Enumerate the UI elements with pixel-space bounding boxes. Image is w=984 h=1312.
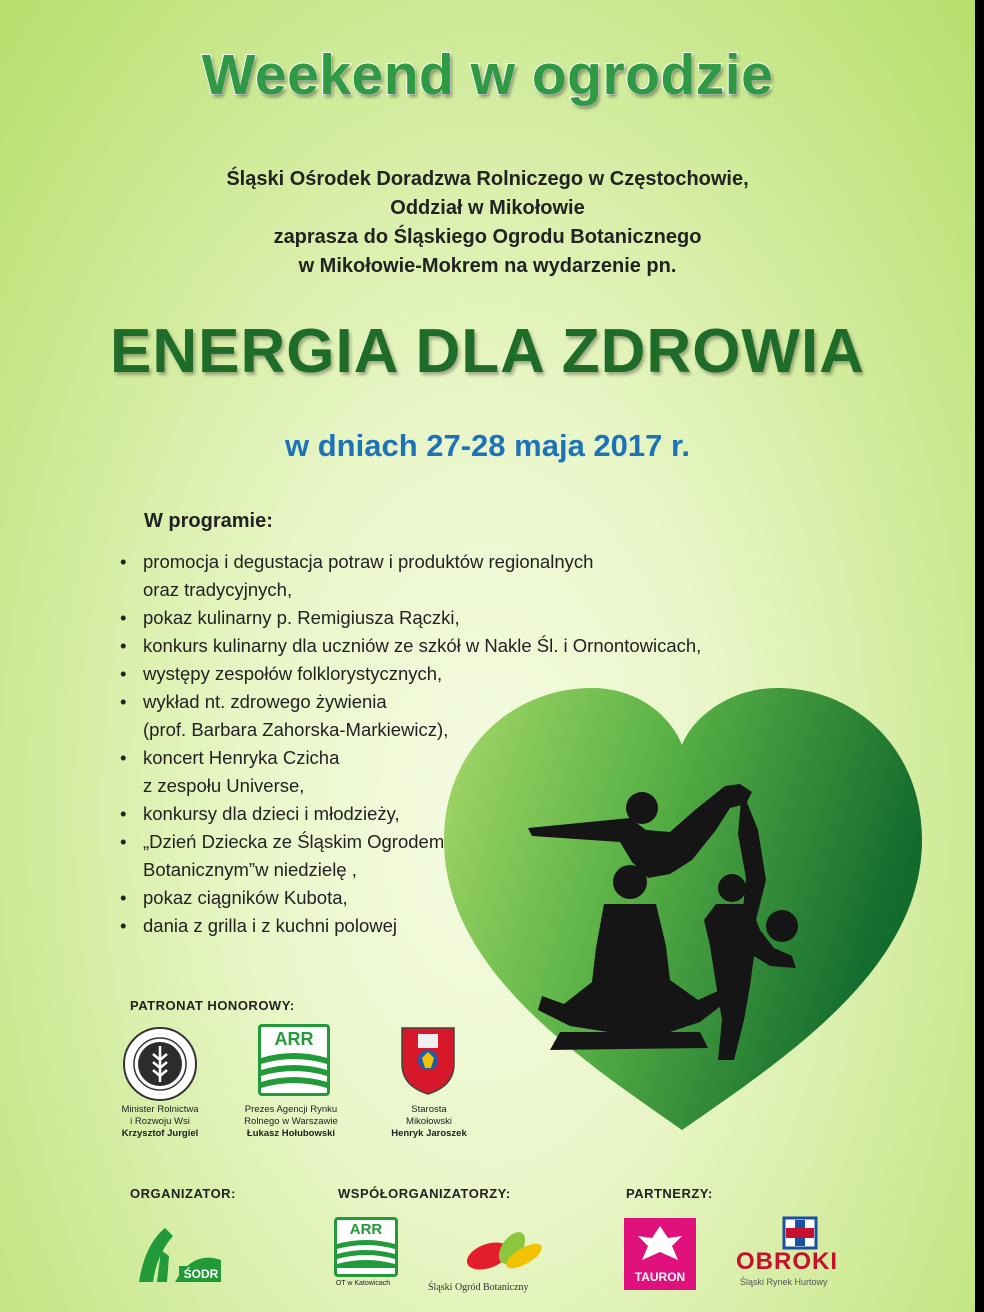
- organizer-label: ORGANIZATOR:: [130, 1186, 236, 1201]
- intro-block: [0, 165, 975, 281]
- ogrod-leaves-logo: [460, 1222, 546, 1283]
- ogrod-text: Śląski Ogród Botaniczny: [428, 1282, 529, 1293]
- event-dates: w dniach 27-28 maja 2017 r.: [285, 428, 690, 463]
- obroki-text: OBROKI: [736, 1248, 838, 1275]
- intro-line: Śląski Ośrodek Doradzwa Rolniczego w Częstochowie,: [226, 168, 749, 190]
- program-item: • występy zespołów folklorystycznych,: [118, 660, 838, 688]
- ministry-seal-icon: [120, 1024, 200, 1109]
- program-item: • wykład nt. zdrowego żywienia (prof. Barbara Zahorska-Markiewicz),: [118, 688, 838, 744]
- program-item: • pokaz ciągników Kubota,: [118, 884, 838, 912]
- partners-label: PARTNERZY:: [626, 1186, 713, 1201]
- obroki-subtext: Śląski Rynek Hurtowy: [740, 1277, 828, 1287]
- tauron-mark-icon: [624, 1218, 696, 1268]
- ministry-caption: Minister Rolnictwa i Rozwoju Wsi Krzysztof Jurgiel: [121, 1104, 199, 1139]
- program-item: • konkurs kulinarny dla uczniów ze szkół w Nakle Śl. i Ornontowicach,: [118, 632, 838, 660]
- intro-line: zaprasza do Śląskiego Ogrodu Botanicznego: [273, 226, 702, 248]
- tauron-text: TAURON: [634, 1270, 686, 1284]
- mikolow-coat-of-arms-icon: [398, 1024, 458, 1101]
- program-item: • koncert Henryka Czicha z zespołu Universe,: [118, 744, 838, 800]
- program-heading: W programie:: [144, 510, 273, 532]
- program-item: • dania z grilla i z kuchni polowej: [118, 912, 838, 940]
- field-stripes-icon: [261, 1050, 327, 1090]
- event-headline: ENERGIA DLA ZDROWIA: [110, 317, 865, 386]
- arr-logo: ARR: [258, 1024, 330, 1096]
- sodr-logo: [135, 1220, 225, 1295]
- program-list: [118, 548, 838, 940]
- starosta-caption: Starosta Mikołowski Henryk Jaroszek: [391, 1104, 467, 1139]
- program-item: • promocja i degustacja potraw i produktów regionalnych oraz tradycyjnych,: [118, 548, 838, 604]
- arr-small-logo: ARR: [334, 1217, 398, 1277]
- program-item: • pokaz kulinarny p. Remigiusza Rączki,: [118, 604, 838, 632]
- field-stripes-icon: [337, 1238, 395, 1268]
- intro-line: w Mikołowie-Mokrem na wydarzenie pn.: [298, 255, 677, 277]
- program-item: • „Dzień Dziecka ze Śląskim Ogrodem Botanicznym”w niedzielę ,: [118, 828, 838, 884]
- poster-title: Weekend w ogrodzie: [201, 43, 774, 107]
- arr-small-caption: OT w Katowicach: [335, 1280, 391, 1287]
- patronat-label: PATRONAT HONOROWY:: [130, 998, 295, 1013]
- sodr-text: ŚODR: [183, 1267, 219, 1281]
- arr-caption: Prezes Agencji Rynku Rolnego w Warszawie Łukasz Hołubowski: [244, 1104, 338, 1139]
- tauron-logo: [624, 1218, 696, 1290]
- intro-line: Oddział w Mikołowie: [390, 197, 585, 219]
- coorganizers-label: WSPÓŁORGANIZATORZY:: [338, 1186, 511, 1201]
- program-item: • konkursy dla dzieci i młodzieży,: [118, 800, 838, 828]
